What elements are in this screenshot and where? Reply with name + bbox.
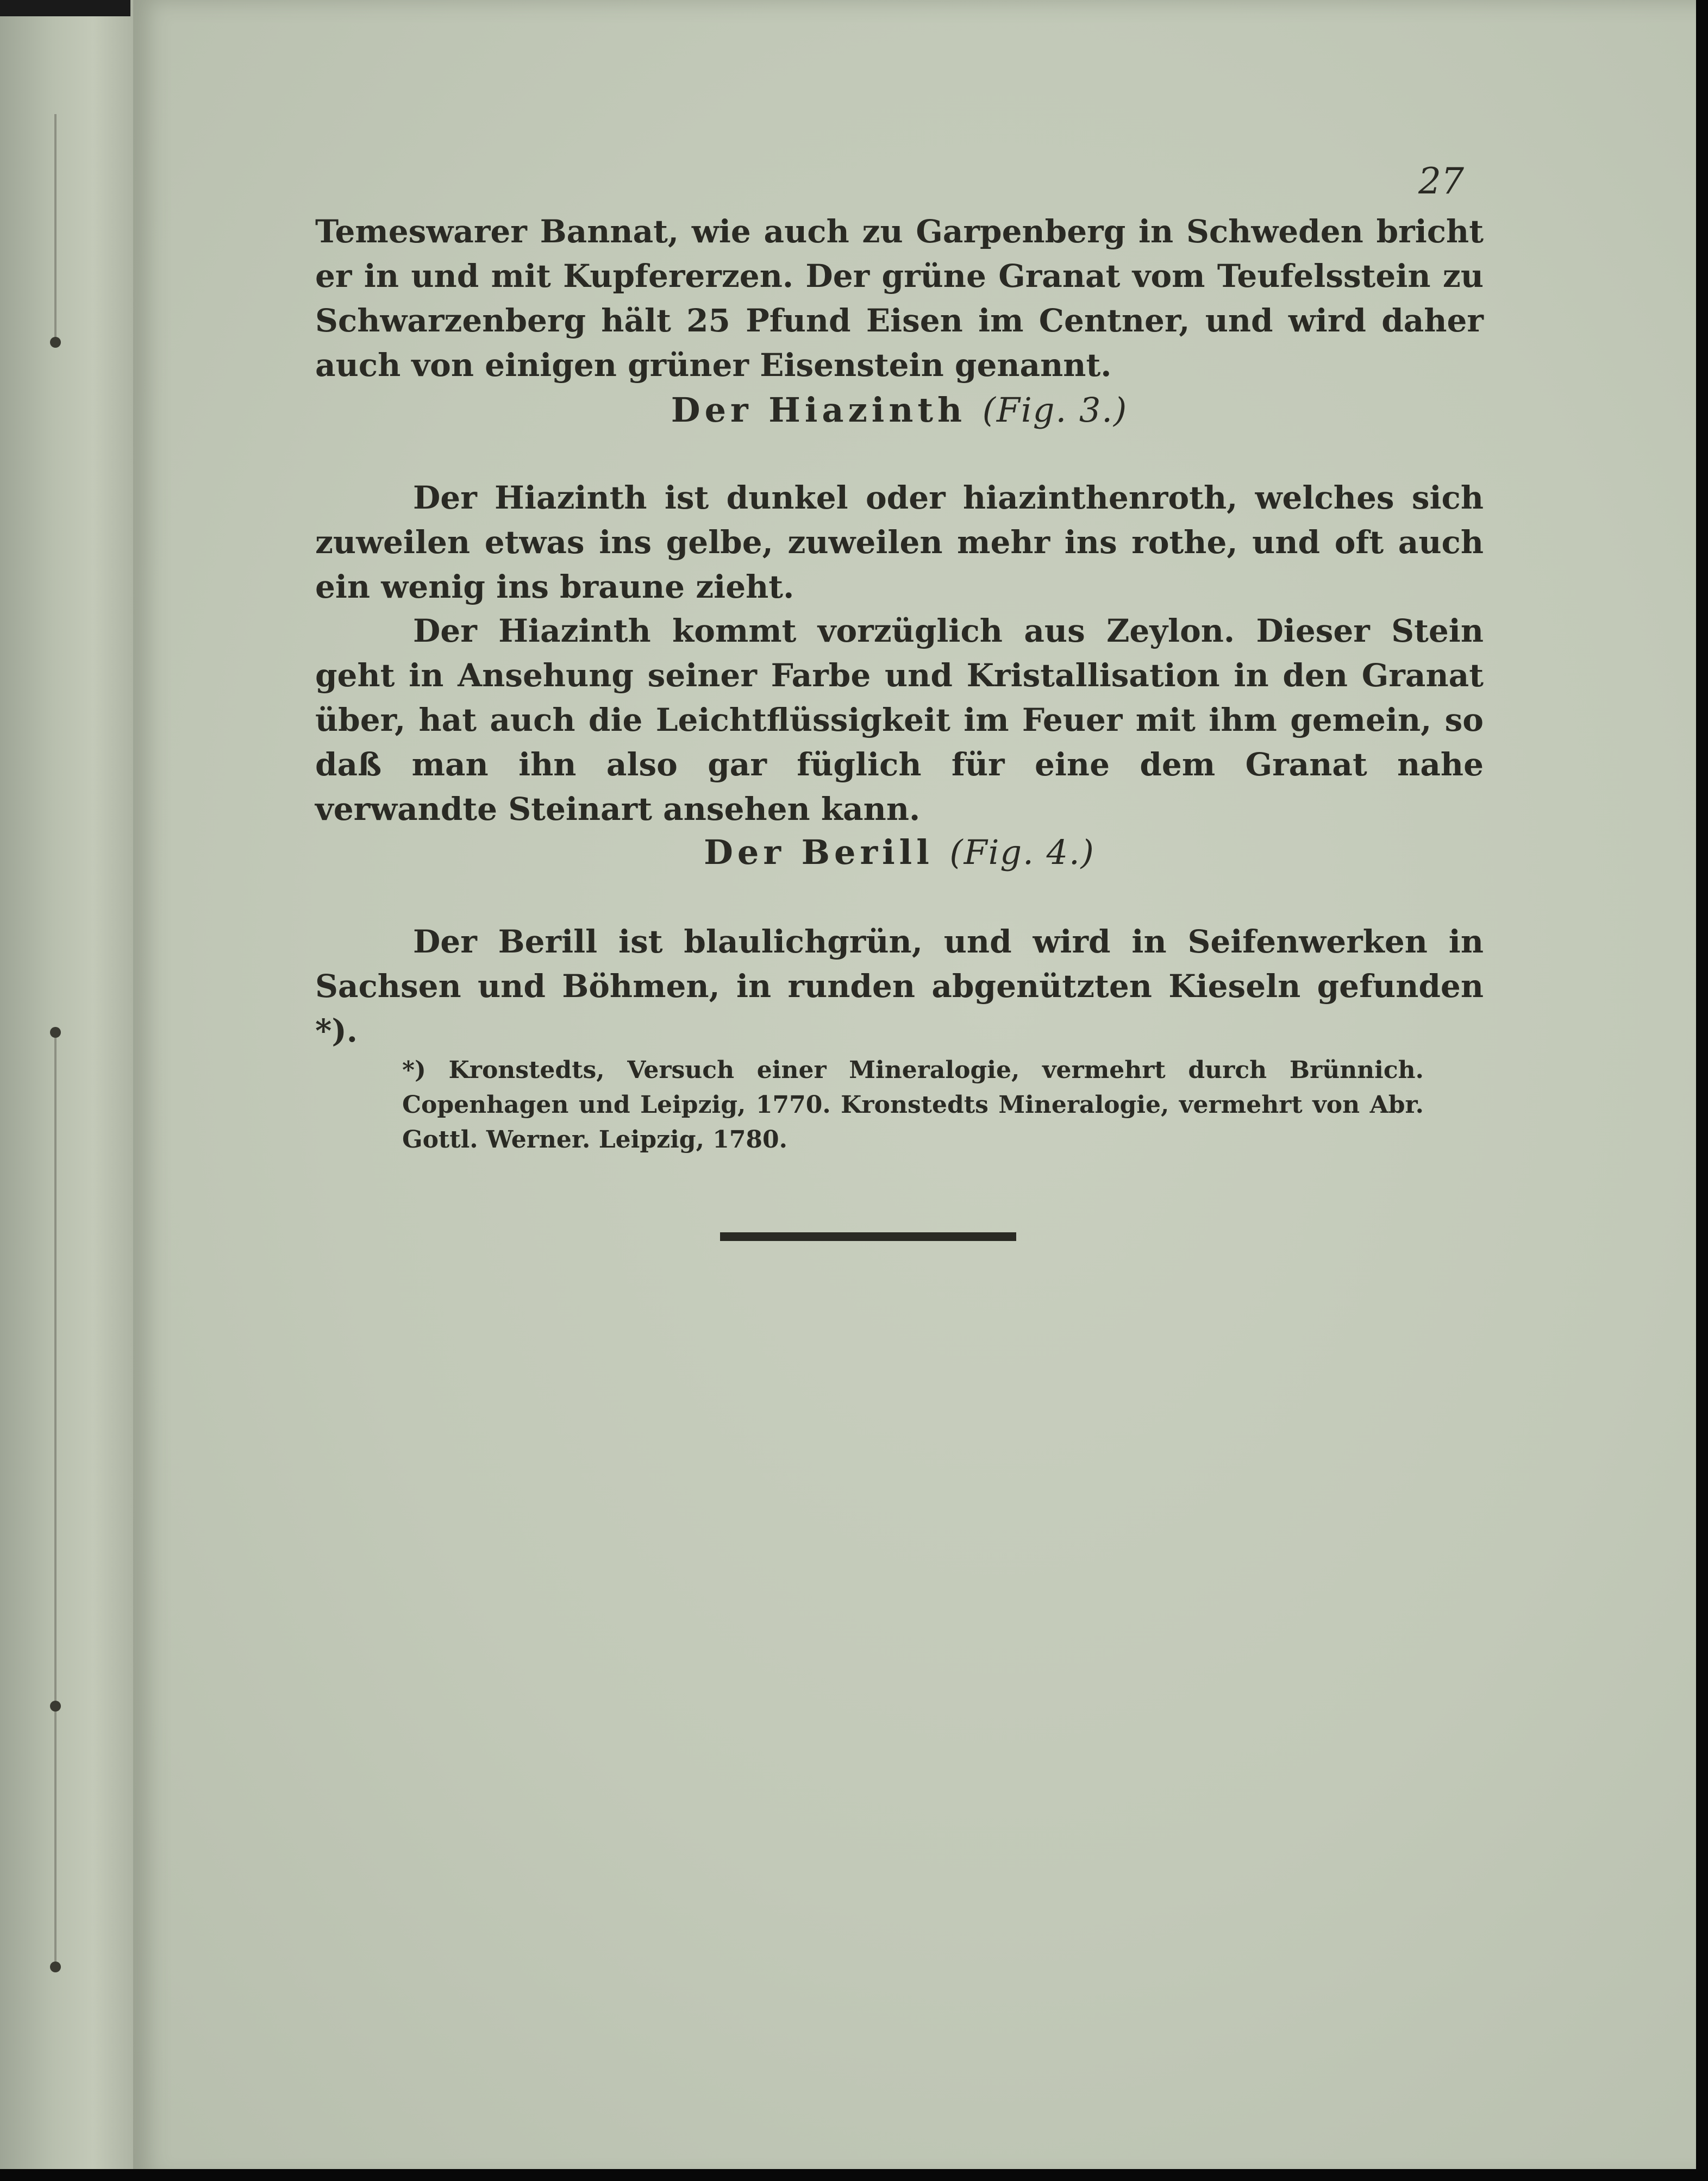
binding-stitch: [54, 1038, 57, 1706]
page-right-edge: [1696, 0, 1708, 2181]
binding-stitch-hole: [50, 1961, 61, 1972]
binding-stitch-hole: [50, 337, 61, 348]
section-heading-berill: [315, 832, 1484, 872]
section-title: Der Hiazinth: [671, 390, 967, 430]
hiazinth-paragraph-1: Der Hiazinth ist dunkel oder hiazinthenroth, welches sich zuweilen etwas ins gelbe, zuweilen mehr ins rothe, und oft auch ein wenig ins braune zieht.: [315, 479, 1484, 605]
binding-stitch-hole: [50, 1027, 61, 1038]
binding-stitch: [54, 1712, 57, 1967]
book-binding: [0, 0, 133, 2181]
binding-stitch-hole: [50, 1701, 61, 1712]
intro-paragraph: Temeswarer Bannat, wie auch zu Garpenberg in Schweden bricht er in und mit Kupfererzen. Der grüne Granat vom Teufelsstein zu Schwarzenberg hält 25 Pfund Eisen im Centner, und wird daher auch von einigen grüner Eisenstein genannt.: [315, 213, 1484, 384]
figure-reference: (Fig. 3.): [982, 390, 1128, 430]
figure-reference: (Fig. 4.): [949, 832, 1095, 872]
section-heading-hiazinth: [315, 390, 1484, 430]
berill-paragraph: Der Berill ist blaulichgrün, und wird in Seifenwerken in Sachsen und Böhmen, in runden abgenützten Kieseln gefunden *).: [315, 923, 1484, 1049]
section-title: Der Berill: [704, 832, 934, 872]
footnote: *) Kronstedts, Versuch einer Mineralogie, vermehrt durch Brünnich. Copenhagen und Leipzig, 1770. Kronstedts Mineralogie, vermehrt von Abr. Gottl. Werner. Leipzig, 1780.: [402, 1056, 1424, 1154]
page-number: 27: [1418, 160, 1464, 202]
binding-top-edge: [0, 0, 130, 16]
binding-stitch: [54, 114, 57, 342]
hiazinth-paragraph-2: Der Hiazinth kommt vorzüglich aus Zeylon. Dieser Stein geht in Ansehung seiner Farbe und Kristallisation in den Granat über, hat auch die Leichtflüssigkeit im Feuer mit ihm gemein, so daß man ihn also gar füglich für eine dem Granat nahe verwandte Steinart ansehen kann.: [315, 612, 1484, 828]
page-bottom-edge: [0, 2169, 1708, 2181]
section-end-rule: [720, 1232, 1016, 1241]
